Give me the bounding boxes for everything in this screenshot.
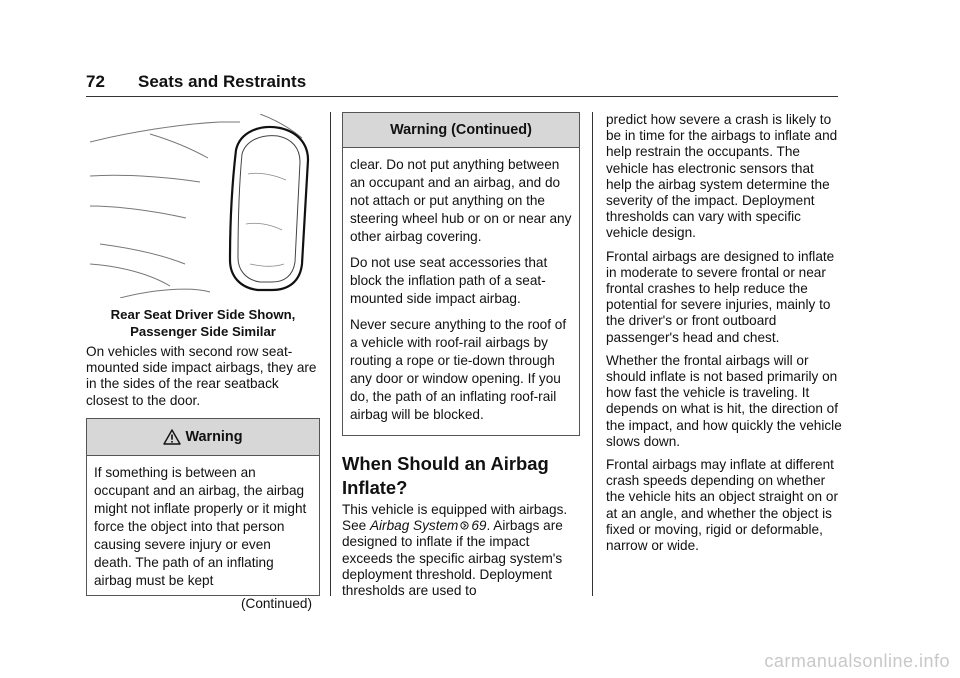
paragraph-rest: . Airbags are designed to inflate if the impact exceeds the specific airbag system's deployment threshold. Deployment thresholds are used to xyxy=(342,518,563,599)
airbag-system-link[interactable]: Airbag System xyxy=(369,518,459,534)
warning-header xyxy=(87,419,319,456)
warning-text: If something is between an occupant and an airbag, the airbag might not inflate properly or it might force the object into that person causing severe injury or even death. The path of an inflating airbag must be kept xyxy=(94,465,307,588)
watermark: carmanualsonline.info xyxy=(764,651,950,671)
heading-line-2: Inflate? xyxy=(342,477,408,498)
col3-paragraph-1: predict how severe a crash is likely to be in time for the airbags to inflate and help restrain the occupants. The vehicle has electronic sensors that help the airbag system determine the severity of the impact. Deployment thresholds can vary with specific vehicle design. xyxy=(606,112,838,241)
column-3-text xyxy=(606,112,842,561)
intro-paragraph: On vehicles with second row seat-mounted side impact airbags, they are in the sides of the rear seatback closest to the door. xyxy=(86,344,317,408)
figure-caption xyxy=(86,306,320,340)
warning-paragraph-3: Never secure anything to the roof of a vehicle with roof-rail airbags by routing a rope or tie-down through any door or window opening. If you do, the path of an inflating roof-rail airbag will be blocked. xyxy=(350,317,567,422)
column-2-text xyxy=(342,502,582,606)
column-divider-2 xyxy=(592,112,593,596)
warning-body xyxy=(87,456,319,617)
page-number: 72 xyxy=(86,72,105,91)
column-divider-1 xyxy=(330,112,331,596)
col3-paragraph-3: Whether the frontal airbags will or should inflate is not based primarily on how fast the vehicle is traveling. It depends on what is hit, the direction of the impact, and how quickly the vehicle slows down. xyxy=(606,352,842,449)
airbag-paragraph xyxy=(342,502,582,599)
warning-title: Warning xyxy=(185,429,243,445)
paragraph-lead: This vehicle is equipped with airbags. See xyxy=(342,502,568,534)
warning-triangle-icon xyxy=(163,429,181,445)
airbag-illustration xyxy=(90,114,314,298)
warning-paragraph-1: clear. Do not put anything between an occupant and an airbag, and do not attach or put anything on the steering wheel hub or on or near any other airbag covering. xyxy=(350,157,572,244)
col3-paragraph-4: Frontal airbags may inflate at different crash speeds depending on whether the vehicle hits an object straight on or at an angle, and whether the object is fixed or moving, rigid or deformable, narrow or wide. xyxy=(606,457,838,554)
seat-airbag-drawing xyxy=(90,114,314,298)
warning-continued-title: Warning (Continued) xyxy=(390,122,532,138)
page-reference-icon xyxy=(460,521,469,530)
warning-continued-header xyxy=(343,113,579,148)
caption-line-2: Passenger Side Similar xyxy=(130,324,276,339)
continued-label: (Continued) xyxy=(240,596,312,611)
warning-paragraph-2: Do not use seat accessories that block the inflation path of a seat-mounted side impact airbag. xyxy=(350,255,548,306)
col3-paragraph-2: Frontal airbags are designed to inflate in moderate to severe frontal or near frontal crashes to help reduce the potential for severe injuries, mainly to the driver's or front outboard passenger's head and chest. xyxy=(606,248,835,345)
column-1-text xyxy=(86,344,322,416)
airbag-inflate-heading xyxy=(342,452,582,500)
caption-line-1: Rear Seat Driver Side Shown, xyxy=(110,307,296,322)
warning-continued-box xyxy=(342,112,580,436)
section-title: Seats and Restraints xyxy=(138,72,307,91)
warning-box xyxy=(86,418,320,611)
warning-continued-body xyxy=(343,148,579,438)
heading-line-1: When Should an Airbag xyxy=(342,453,549,474)
page-reference[interactable]: 69 xyxy=(471,518,487,534)
page-header xyxy=(86,70,838,97)
